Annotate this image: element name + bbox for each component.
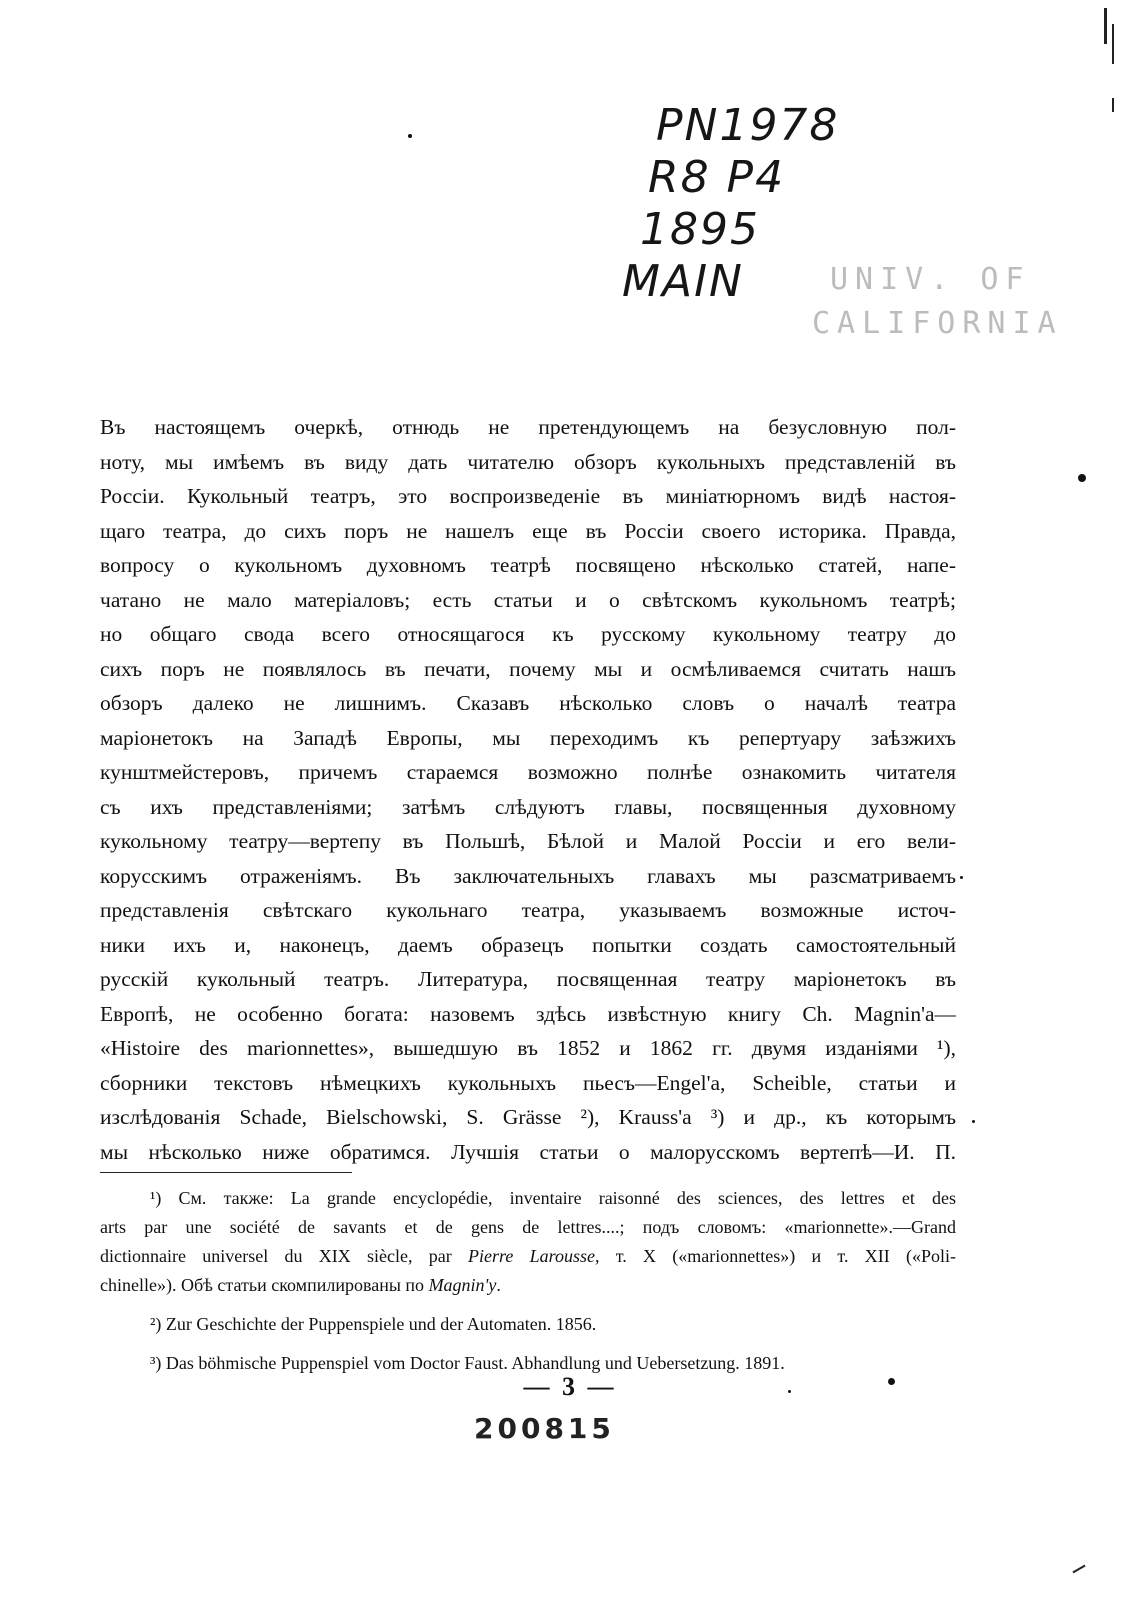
footnote-2: ²) Zur Geschichte der Puppenspiele und der Automaten. 1856. xyxy=(150,1314,597,1334)
text-line: изслѣдованія Schade, Bielschowski, S. Grässe ²), Krauss'a ³) и др., къ которымъ xyxy=(100,1105,956,1129)
text-line: сихъ поръ не появлялось въ печати, почему мы и осмѣливаемся считать нашъ xyxy=(100,656,956,681)
text-line: ноту, мы имѣемъ въ виду дать читателю обзоръ кукольныхъ представленій въ xyxy=(100,449,956,474)
text-line: Въ настоящемъ очеркѣ, отнюдь не претендующемъ на безусловную пол- xyxy=(100,415,956,439)
scan-edge-mark xyxy=(1104,8,1107,44)
text-line: маріонетокъ на Западѣ Европы, мы переходимъ къ репертуару заѣзжихъ xyxy=(100,725,956,750)
call-number-line: PN1978 xyxy=(656,100,840,151)
page-number: — 3 — xyxy=(523,1372,617,1401)
text-line: кукольному театру—вертепу въ Польшѣ, Бѣлой и Малой Россіи и его вели- xyxy=(100,829,956,853)
footnote-1-line xyxy=(100,1271,956,1300)
scan-speck xyxy=(960,876,963,879)
text-line: ники ихъ и, наконецъ, даемъ образецъ попытки создать самостоятельный xyxy=(100,932,956,957)
call-number-line: MAIN xyxy=(622,256,744,307)
footnote-3: ³) Das böhmische Puppenspiel vom Doctor Faust. Abhandlung und Uebersetzung. 1891. xyxy=(150,1353,785,1373)
scan-speck xyxy=(972,1120,975,1123)
footnote-text: chinelle»). Обѣ статьи скомпилированы по xyxy=(100,1275,429,1295)
scan-speck xyxy=(1078,474,1086,482)
call-number-line: 1895 xyxy=(640,204,760,255)
scan-speck xyxy=(888,1378,895,1385)
text-line: представленія свѣтскаго кукольнаго театра, указываемъ возможные источ- xyxy=(100,898,956,922)
stamp-line: CALIFORNIA xyxy=(812,306,1063,341)
text-line: чатано не мало матеріаловъ; есть статьи и о свѣтскомъ кукольномъ театрѣ; xyxy=(100,587,956,612)
scan-edge-mark xyxy=(1072,1565,1085,1574)
footnote-spacer xyxy=(100,1300,956,1310)
footnote-italic-name: Pierre Larousse xyxy=(468,1246,595,1266)
text-line: русскій кукольный театръ. Литература, посвященная театру маріонетокъ въ xyxy=(100,967,956,991)
scan-edge-mark xyxy=(1112,98,1114,112)
text-line: мы нѣсколько ниже обратимся. Лучшія статьи о малорусскомъ вертепѣ—И. П. xyxy=(100,1139,956,1164)
library-stamp xyxy=(812,258,1082,346)
scan-edge-mark xyxy=(1112,24,1114,64)
scan-speck xyxy=(788,1390,791,1393)
text-line: «Histoire des marionnettes», вышедшую въ 1852 и 1862 гг. двумя изданіями ¹), xyxy=(100,1036,956,1060)
call-number-line: R8 P4 xyxy=(648,152,786,203)
text-line: съ ихъ представленіями; затѣмъ слѣдуютъ главы, посвященныя духовному xyxy=(100,794,956,819)
footnote-1-line xyxy=(100,1242,956,1271)
footnote-spacer xyxy=(100,1339,956,1349)
text-line: кунштмейстеровъ, причемъ стараемся возможно полнѣе ознакомить читателя xyxy=(100,760,956,784)
body-paragraph xyxy=(100,410,956,1169)
text-line: вопросу о кукольномъ духовномъ театрѣ посвящено нѣсколько статей, напе- xyxy=(100,553,956,577)
footnote-1-line: ¹) См. также: La grande encyclopédie, inventaire raisonné des sciences, des lettres et des xyxy=(150,1188,956,1208)
scan-speck xyxy=(408,134,412,138)
text-line: но общаго свода всего относящагося къ русскому кукольному театру до xyxy=(100,622,956,646)
footnote-text: . xyxy=(496,1275,501,1295)
footnote-italic-name: Magnin'y xyxy=(428,1275,497,1295)
text-line: обзоръ далеко не лишнимъ. Сказавъ нѣсколько словъ о началѣ театра xyxy=(100,691,956,715)
stamp-line: UNIV. OF xyxy=(830,262,1031,297)
text-line: Европѣ, не особенно богата: назовемъ здѣсь извѣстную книгу Ch. Magnin'a— xyxy=(100,1001,956,1026)
text-line: Россіи. Кукольный театръ, это воспроизведеніе въ миніатюрномъ видѣ настоя- xyxy=(100,484,956,508)
text-line: щаго театра, до сихъ поръ не нашелъ еще въ Россіи своего историка. Правда, xyxy=(100,518,956,543)
footnote-text: dictionnaire universel du XIX siècle, par xyxy=(100,1246,469,1266)
accession-number: 200815 xyxy=(474,1412,615,1445)
text-line: корусскимъ отраженіямъ. Въ заключательныхъ главахъ мы разсматриваемъ xyxy=(100,863,956,888)
handwritten-call-number xyxy=(622,100,842,308)
footnote-text: , т. X («marionnettes») и т. XII («Poli- xyxy=(594,1246,956,1266)
footnote-1-line: arts par une société de savants et de gens de lettres....; подъ словомъ: «marionnette».—Grand xyxy=(100,1217,956,1237)
footnote-rule xyxy=(100,1172,352,1173)
text-line: сборники текстовъ нѣмецкихъ кукольныхъ пьесъ—Engel'a, Scheible, статьи и xyxy=(100,1070,956,1095)
footnotes xyxy=(100,1184,956,1378)
